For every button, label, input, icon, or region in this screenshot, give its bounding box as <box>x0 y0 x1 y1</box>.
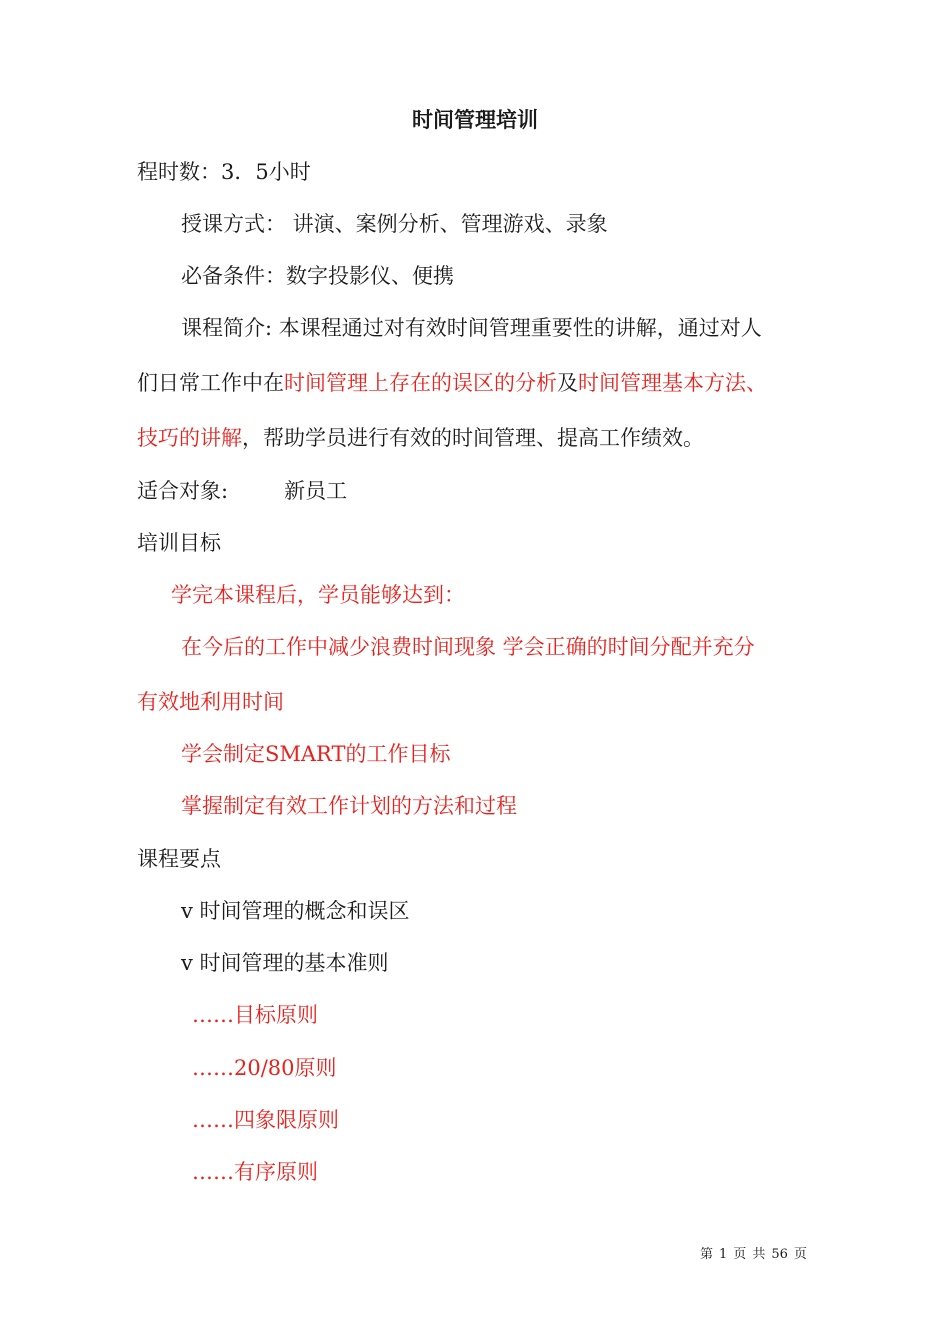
goal-1-line1: 在今后的工作中减少浪费时间现象 学会正确的时间分配并充分 <box>181 635 755 659</box>
course-intro-line3 <box>137 424 704 452</box>
footer-text: 页 <box>733 1247 747 1262</box>
page-title: 时间管理培训 <box>412 107 538 132</box>
point-1: v 时间管理的概念和误区 <box>181 899 410 923</box>
principle-2: ……20/80原则 <box>192 1056 337 1080</box>
goals-lead: 学完本课程后，学员能够达到： <box>171 583 465 607</box>
page-number: 1 <box>719 1247 728 1262</box>
intro-text: 们日常工作中在 <box>137 371 284 395</box>
goal-2: 学会制定SMART的工作目标 <box>181 742 451 766</box>
target-audience <box>137 477 347 505</box>
points-heading: 课程要点 <box>137 847 221 871</box>
footer-text: 共 <box>752 1247 766 1262</box>
intro-highlight: 技巧的讲解 <box>137 426 242 450</box>
footer-text: 第 <box>700 1247 714 1262</box>
total-pages: 56 <box>771 1247 788 1262</box>
audience-value: 新员工 <box>284 479 348 503</box>
goals-heading: 培训目标 <box>137 531 221 555</box>
audience-label: 适合对象: <box>137 479 229 503</box>
point-2: v 时间管理的基本准则 <box>181 951 389 975</box>
goal-3: 掌握制定有效工作计划的方法和过程 <box>181 794 517 818</box>
intro-highlight: 时间管理上存在的误区的分析 <box>284 371 557 395</box>
intro-highlight: 时间管理基本方法、 <box>578 371 767 395</box>
principle-1: ……目标原则 <box>192 1003 318 1027</box>
teaching-method: 授课方式： 讲演、案例分析、管理游戏、录象 <box>181 212 608 236</box>
page-footer <box>700 1246 813 1264</box>
principle-4: ……有序原则 <box>192 1160 318 1184</box>
goal-1-line2: 有效地利用时间 <box>137 690 284 714</box>
footer-text: 页 <box>793 1247 807 1262</box>
intro-text: ，帮助学员进行有效的时间管理、提高工作绩效。 <box>242 426 704 450</box>
course-intro-line2 <box>137 369 767 397</box>
principle-3: ……四象限原则 <box>192 1108 339 1132</box>
required-equipment: 必备条件：数字投影仪、便携 <box>181 264 454 288</box>
course-duration: 程时数：3．5小时 <box>137 160 311 184</box>
course-intro-line1: 课程简介: 本课程通过对有效时间管理重要性的讲解，通过对人 <box>181 316 762 340</box>
intro-text: 及 <box>557 371 578 395</box>
